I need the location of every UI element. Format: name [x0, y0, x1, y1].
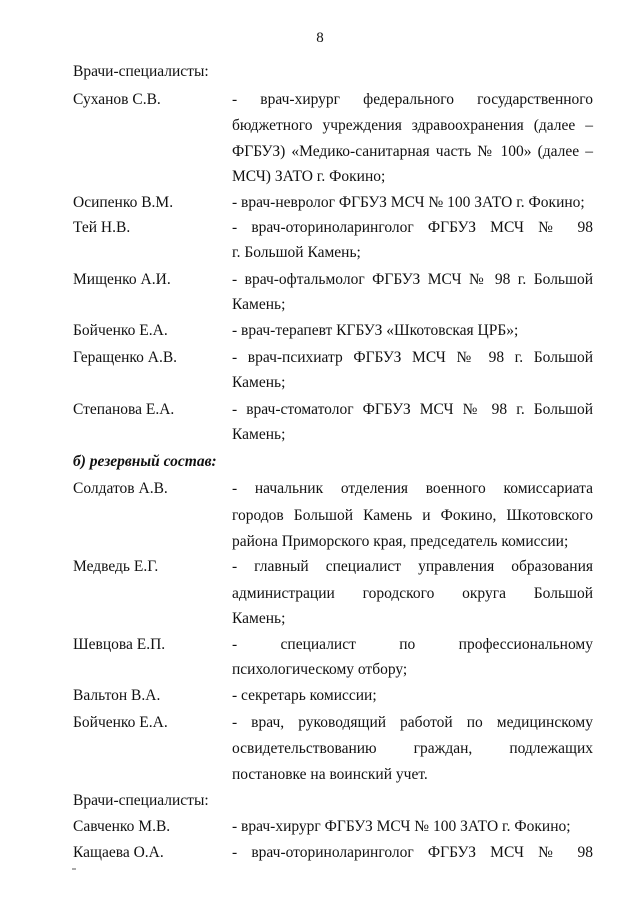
- member-role-line: Камень;: [232, 374, 286, 391]
- member-name: Суханов С.В.: [73, 91, 161, 108]
- member-role-line: - врач-хирург федерального государственного: [232, 91, 593, 108]
- member-role-line: городов Большой Камень и Фокино, Шкотовского: [232, 507, 593, 524]
- member-name: Мищенко А.И.: [73, 271, 171, 288]
- member-role-line: бюджетного учреждения здравоохранения (далее –: [232, 117, 593, 134]
- member-name: Бойченко Е.А.: [73, 322, 168, 339]
- member-role-line: психологическому отбору;: [232, 661, 408, 678]
- member-role-line: администрации городского округа Большой: [232, 585, 593, 602]
- member-role-line: - врач-стоматолог ФГБУЗ МСЧ № 98 г. Большой: [232, 401, 593, 418]
- member-role-line: - врач-оториноларинголог ФГБУЗ МСЧ № 98: [232, 219, 593, 236]
- member-role-line: - врач-терапевт КГБУЗ «Шкотовская ЦРБ»;: [232, 322, 519, 339]
- member-role-line: - врач-оториноларинголог ФГБУЗ МСЧ № 98: [232, 844, 593, 861]
- specialists-heading: Врачи-специалисты:: [73, 63, 209, 80]
- page-number: 8: [316, 30, 324, 46]
- member-name: Кащаева О.А.: [73, 844, 164, 861]
- member-role-line: - врач-хирург ФГБУЗ МСЧ № 100 ЗАТО г. Фокино;: [232, 818, 571, 835]
- member-name: Савченко М.В.: [73, 818, 171, 835]
- reserve-section-heading: б) резервный состав:: [73, 453, 217, 470]
- member-role-line: - врач-офтальмолог ФГБУЗ МСЧ № 98 г. Большой: [232, 271, 593, 288]
- member-role-line: ФГБУЗ) «Медико-санитарная часть № 100» (далее –: [232, 143, 593, 160]
- member-role-line: - начальник отделения военного комиссариата: [232, 480, 593, 497]
- member-role-line: - врач-невролог ФГБУЗ МСЧ № 100 ЗАТО г. Фокино;: [232, 194, 585, 211]
- scan-artifact: [72, 868, 76, 870]
- member-name: Вальтон В.А.: [73, 687, 161, 704]
- member-role-line: Камень;: [232, 296, 286, 313]
- member-role-line: г. Большой Камень;: [232, 244, 361, 261]
- member-role-line: - главный специалист управления образования: [232, 558, 593, 575]
- member-name: Солдатов А.В.: [73, 480, 168, 497]
- member-name: Бойченко Е.А.: [73, 714, 168, 731]
- member-name: Шевцова Е.П.: [73, 636, 166, 653]
- specialists-heading: Врачи-специалисты:: [73, 792, 209, 809]
- member-role-line: района Приморского края, председатель комиссии;: [232, 533, 569, 550]
- member-name: Осипенко В.М.: [73, 194, 174, 211]
- member-role-line: освидетельствованию граждан, подлежащих: [232, 740, 593, 757]
- member-role-line: - специалист по профессиональному: [232, 636, 593, 653]
- member-role-line: МСЧ) ЗАТО г. Фокино;: [232, 168, 386, 185]
- member-role-line: - врач-психиатр ФГБУЗ МСЧ № 98 г. Большой: [232, 349, 593, 366]
- member-name: Тей Н.В.: [73, 219, 131, 236]
- member-name: Медведь Е.Г.: [73, 558, 159, 575]
- member-role-line: - секретарь комиссии;: [232, 687, 377, 704]
- member-name: Степанова Е.А.: [73, 401, 175, 418]
- member-role-line: Камень;: [232, 426, 286, 443]
- member-role-line: - врач, руководящий работой по медицинскому: [232, 714, 593, 731]
- member-role-line: Камень;: [232, 610, 286, 627]
- member-role-line: постановке на воинский учет.: [232, 766, 428, 783]
- member-name: Геращенко А.В.: [73, 349, 178, 366]
